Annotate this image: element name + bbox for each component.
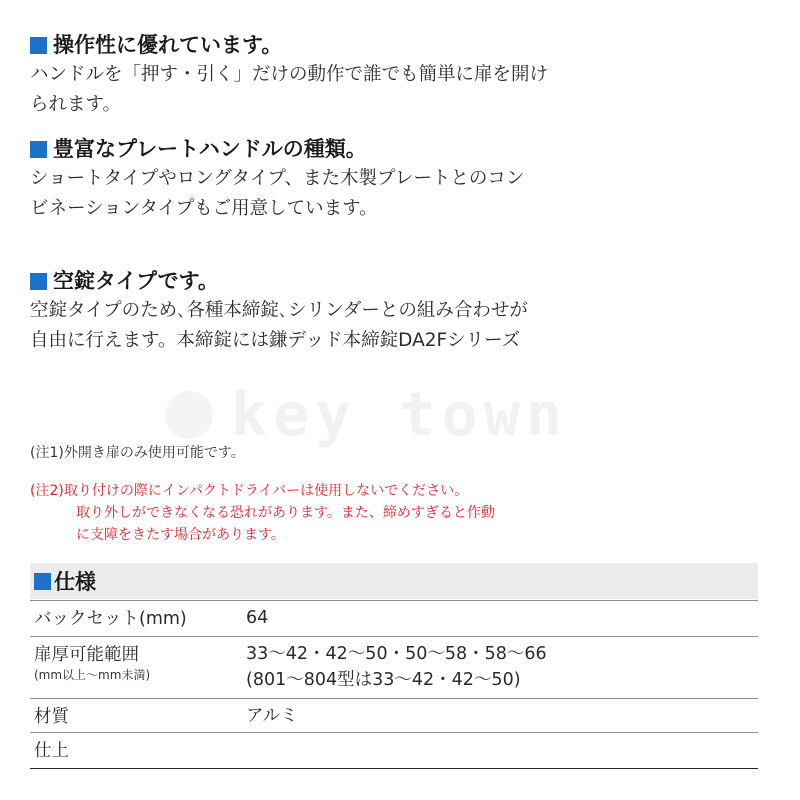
- spec-value: [246, 601, 758, 637]
- notes-block: [30, 440, 650, 546]
- note-2: [30, 480, 650, 546]
- spec-value-line: 64: [246, 608, 269, 628]
- spec-label-text: 材質: [34, 707, 69, 727]
- section-body-line: ハンドルを「押す・引く」だけの動作で誰でも簡単に扉を開け: [30, 64, 549, 85]
- blue-square-bullet: [34, 573, 51, 590]
- spec-value-line: 33〜42・42〜50・50〜58・58〜66: [246, 644, 547, 664]
- section-heading: 操作性に優れています。: [53, 33, 283, 57]
- section-heading: 豊富なプレートハンドルの種類。: [53, 137, 367, 161]
- spec-label: [30, 637, 246, 699]
- section-body-line: ショートタイプやロングタイプ、また木製プレートとのコン: [30, 168, 525, 189]
- spec-label-text: バックセット(mm): [34, 609, 187, 629]
- spec-title: 仕様: [54, 570, 96, 594]
- cropped-text-fragment: [30, 368, 150, 371]
- spec-value: [246, 699, 758, 733]
- section-body-line: 空錠タイプのため､各種本締錠､シリンダーとの組み合わせが: [30, 300, 528, 321]
- spec-value: [246, 733, 758, 769]
- section-body-line: られます。: [30, 94, 122, 115]
- note-2-line: (注2)取り付けの際にインパクトドライバーは使用しないでください。: [30, 483, 469, 499]
- blue-square-bullet: [30, 273, 47, 290]
- watermark-logo-icon: [165, 391, 213, 439]
- spec-table: [30, 600, 758, 769]
- table-row: [30, 733, 758, 769]
- note-1: (注1)外開き扉のみ使用可能です。: [30, 445, 245, 461]
- spec-label-text: 仕上: [34, 741, 69, 761]
- table-row: [30, 699, 758, 733]
- spec-label-text: 扉厚可能範囲: [34, 645, 139, 665]
- watermark-text: key town: [231, 380, 568, 450]
- table-row: [30, 637, 758, 699]
- feature-section-operability: [30, 30, 630, 120]
- section-body-line: ビネーションタイプもご用意しています。: [30, 198, 378, 219]
- spec-label: [30, 699, 246, 733]
- spec-value-line: (801〜804型は33〜42・42〜50): [246, 670, 521, 690]
- spec-label: [30, 601, 246, 637]
- spec-value: [246, 637, 758, 699]
- section-body-line: 自由に行えます。本締錠には鎌デッド本締錠DA2Fシリーズ: [30, 330, 521, 351]
- blue-square-bullet: [30, 141, 47, 158]
- note-2-line: 取り外しができなくなる恐れがあります。また、締めすぎると作動: [76, 505, 495, 521]
- section-heading: 空錠タイプです。: [53, 269, 219, 293]
- table-row: [30, 601, 758, 637]
- feature-section-passage-lock: [30, 266, 630, 356]
- feature-section-handle-types: [30, 134, 630, 224]
- note-2-line: に支障をきたす場合があります。: [76, 527, 285, 543]
- spec-label: [30, 733, 246, 769]
- spec-header: [30, 563, 758, 599]
- spec-value-line: アルミ: [246, 706, 298, 726]
- spec-label-sub: (mm以上〜mm未満): [34, 668, 151, 682]
- blue-square-bullet: [30, 37, 47, 54]
